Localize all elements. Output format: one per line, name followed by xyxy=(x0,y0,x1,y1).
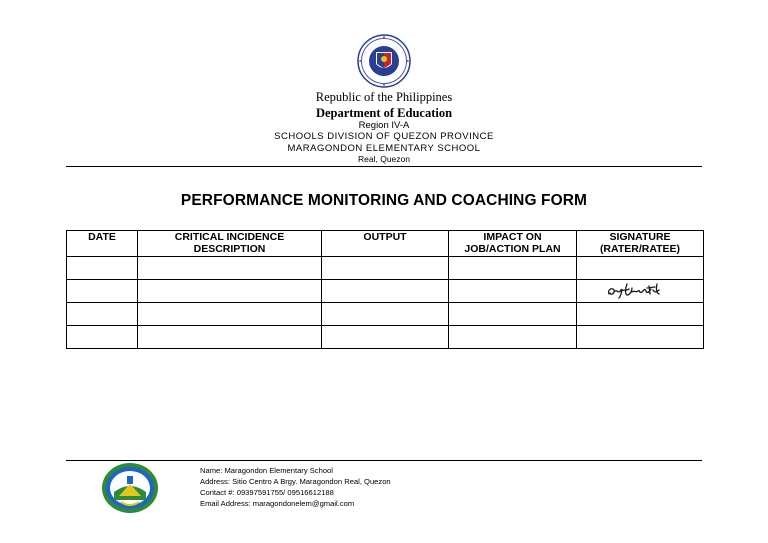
signature-cell[interactable] xyxy=(577,280,704,303)
output-cell[interactable] xyxy=(322,280,449,303)
column-header-output: OUTPUT xyxy=(322,231,449,257)
output-cell[interactable] xyxy=(322,257,449,280)
date-cell[interactable] xyxy=(67,257,138,280)
table-header-row xyxy=(67,231,704,257)
school-location: Real, Quezon xyxy=(358,154,410,164)
monitoring-table xyxy=(66,230,704,349)
table-row xyxy=(67,257,704,280)
impact-cell[interactable] xyxy=(449,257,577,280)
school-name: MARAGONDON ELEMENTARY SCHOOL xyxy=(287,143,481,154)
footer-email: Email Address: maragondonelem@gmail.com xyxy=(200,499,355,508)
column-header-description: CRITICAL INCIDENCE DESCRIPTION xyxy=(138,231,322,257)
handwritten-signature-icon xyxy=(605,280,677,302)
column-header-impact: IMPACT ON JOB/ACTION PLAN xyxy=(449,231,577,257)
division-name: SCHOOLS DIVISION OF QUEZON PROVINCE xyxy=(274,131,494,142)
footer-contact xyxy=(200,465,391,509)
form-title: PERFORMANCE MONITORING AND COACHING FORM xyxy=(180,192,588,209)
table-row xyxy=(67,280,704,303)
table-row xyxy=(67,326,704,349)
date-cell[interactable] xyxy=(67,326,138,349)
impact-cell[interactable] xyxy=(449,326,577,349)
table-row xyxy=(67,303,704,326)
deped-seal-icon xyxy=(357,34,411,88)
region-name: Region IV-A xyxy=(358,120,410,131)
column-header-date: DATE xyxy=(67,231,138,257)
date-cell[interactable] xyxy=(67,280,138,303)
signature-cell[interactable] xyxy=(577,303,704,326)
signature-cell[interactable] xyxy=(577,257,704,280)
description-cell[interactable] xyxy=(138,280,322,303)
description-cell[interactable] xyxy=(138,257,322,280)
output-cell[interactable] xyxy=(322,303,449,326)
footer-divider xyxy=(66,460,702,461)
footer-school-name: Name: Maragondon Elementary School xyxy=(200,466,333,475)
country-name: Republic of the Philippines xyxy=(315,90,453,104)
column-header-signature: SIGNATURE (RATER/RATEE) xyxy=(577,231,704,257)
footer-address: Address: Sitio Centro A Brgy. Maragondon Real, Quezon xyxy=(200,477,391,486)
impact-cell[interactable] xyxy=(449,280,577,303)
description-cell[interactable] xyxy=(138,326,322,349)
school-logo-icon xyxy=(101,462,159,514)
date-cell[interactable] xyxy=(67,303,138,326)
signature-cell[interactable] xyxy=(577,326,704,349)
footer-contact-number: Contact #: 09397591755/ 09516612188 xyxy=(200,488,334,497)
impact-cell[interactable] xyxy=(449,303,577,326)
output-cell[interactable] xyxy=(322,326,449,349)
header-divider xyxy=(66,166,702,167)
description-cell[interactable] xyxy=(138,303,322,326)
department-name: Department of Education xyxy=(315,106,453,120)
